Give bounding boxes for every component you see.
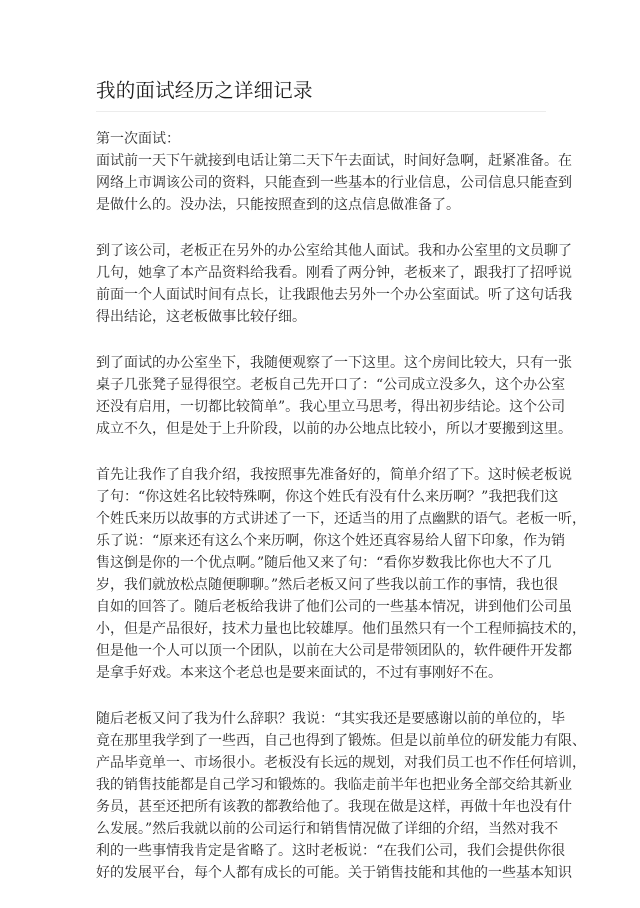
text-line: 是拿手好戏。本来这个老总也是要来面试的，不过有事刚好不在。 xyxy=(96,665,502,681)
text-line: 务员，甚至还把所有该教的都教给他了。我现在做是这样，再做十年也没有什 xyxy=(96,799,572,815)
document-body xyxy=(96,128,586,908)
text-line: 前面一个人面试时间有点长，让我跟他去另外一个办公室面试。听了这句话我 xyxy=(96,287,572,303)
text-line: 桌子几张凳子显得很空。老板自己先开口了：“公司成立没多久，这个办公室 xyxy=(96,377,566,393)
text-line: 是做什么的。没办法，只能按照查到的这点信息做准备了。 xyxy=(96,197,460,213)
text-line: 自如的回答了。随后老板给我讲了他们公司的一些基本情况，讲到他们公司虽 xyxy=(96,599,572,615)
text-line: 么发展。”然后我就以前的公司运行和销售情况做了详细的介绍，当然对我不 xyxy=(96,821,559,837)
text-line: 了句：“你这姓名比较特殊啊，你这个姓氏有没有什么来历啊？”我把我们这 xyxy=(96,489,559,505)
text-line: 竟在那里我学到了一些西，自己也得到了锻炼。但是以前单位的研发能力有限、 xyxy=(96,733,586,749)
text-line: 到了该公司，老板正在另外的办公室给其他人面试。我和办公室里的文员聊了 xyxy=(96,243,572,259)
text-line: 售这倒是你的一个优点啊。”随后他又来了句：“看你岁数我比你也大不了几 xyxy=(96,555,552,571)
text-line: 第一次面试： xyxy=(96,131,180,147)
paragraph xyxy=(96,240,572,328)
text-line: 小，但是产品很好，技术力量也比较雄厚。他们虽然只有一个工程师搞技术的， xyxy=(96,621,586,637)
text-line: 成立不久，但是处于上升阶段，以前的办公地点比较小，所以才要搬到这里。 xyxy=(96,421,572,437)
text-line: 但是他一个人可以顶一个团队，以前在大公司是带领团队的，软件硬件开发都 xyxy=(96,643,572,659)
paragraph xyxy=(96,464,586,684)
text-line: 首先让我作了自我介绍，我按照事先准备好的，简单介绍了下。这时候老板说 xyxy=(96,467,572,483)
text-line: 几句，她拿了本产品资料给我看。刚看了两分钟，老板来了，跟我打了招呼说 xyxy=(96,265,572,281)
text-line: 随后老板又问了我为什么辞职？我说：“其实我还是要感谢以前的单位的，毕 xyxy=(96,711,566,727)
text-line: 好的发展平台，每个人都有成长的可能。关于销售技能和其他的一些基本知识 xyxy=(96,865,572,881)
text-line: 我的销售技能都是自己学习和锻炼的。我临走前半年也把业务全部交给其新业 xyxy=(96,777,572,793)
document-title: 我的面试经历之详细记录 xyxy=(96,79,313,102)
text-line: 个姓氏来历以故事的方式讲述了一下，还适当的用了点幽默的语气。老板一听， xyxy=(96,511,586,527)
text-line: 乐了说：“原来还有这么个来历啊，你这个姓还真容易给人留下印象，作为销 xyxy=(96,533,566,549)
text-line: 面试前一天下午就接到电话让第二天下午去面试，时间好急啊，赶紧准备。在 xyxy=(96,153,572,169)
text-line: 网络上市调该公司的资料，只能查到一些基本的行业信息，公司信息只能查到 xyxy=(96,175,572,191)
text-line: 利的一些事情我肯定是省略了。这时老板说：“在我们公司，我们会提供你很 xyxy=(96,843,566,859)
text-line: 还没有启用，一切都比较简单”。我心里立马思考，得出初步结论。这个公司 xyxy=(96,399,566,415)
text-line: 岁，我们就放松点随便聊聊。”然后老板又问了些我以前工作的事情，我也很 xyxy=(96,577,559,593)
text-line: 得出结论，这老板做事比较仔细。 xyxy=(96,309,306,325)
paragraph xyxy=(96,352,572,440)
text-line: 产品毕竟单一、市场很小。老板没有长远的规划，对我们员工也不作任何培训， xyxy=(96,755,586,771)
paragraph xyxy=(96,708,586,884)
title-divider xyxy=(96,111,546,112)
paragraph xyxy=(96,128,572,216)
text-line: 到了面试的办公室坐下，我随便观察了一下这里。这个房间比较大，只有一张 xyxy=(96,355,572,371)
